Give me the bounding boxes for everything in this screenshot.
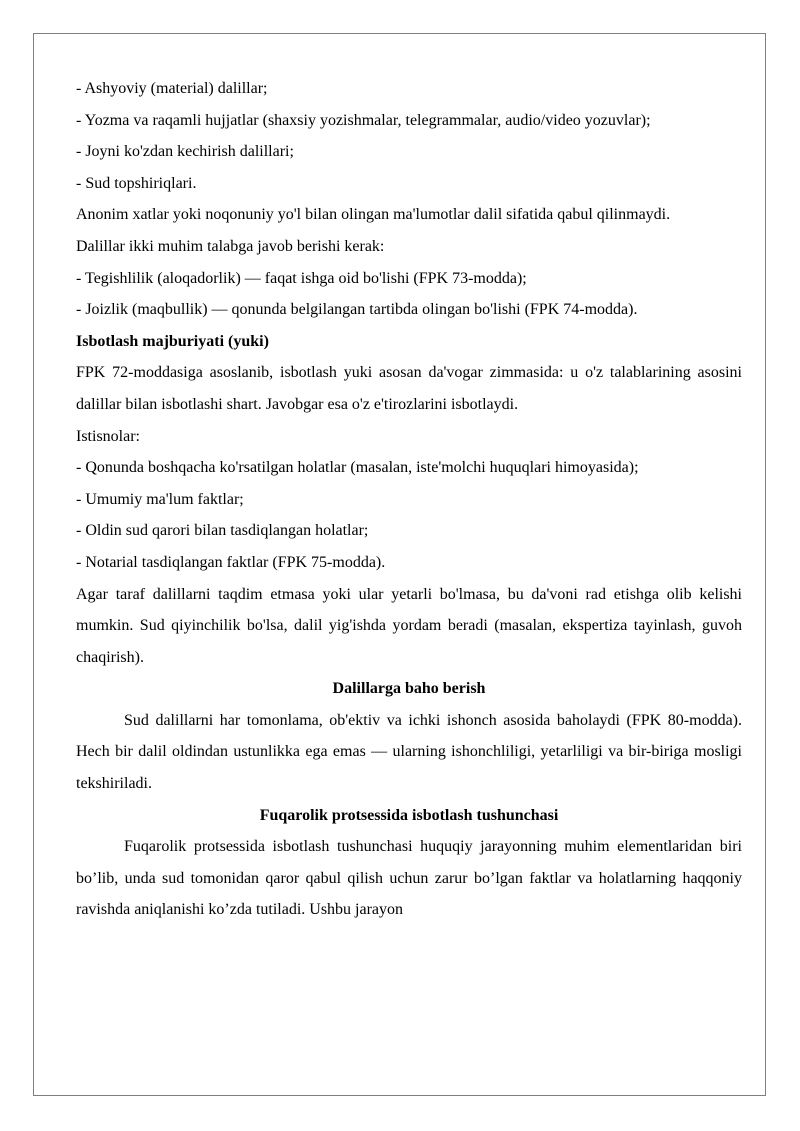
paragraph: Istisnolar: <box>76 427 140 445</box>
section-heading-centered: Dalillarga baho berish <box>332 680 486 698</box>
section-heading: Isbotlash majburiyati (yuki) <box>76 332 269 350</box>
paragraph: - Joyni ko'zdan kechirish dalillari; <box>76 143 294 161</box>
paragraph: Anonim xatlar yoki noqonuniy yo'l bilan olingan ma'lumotlar dalil sifatida qabul qilinmaydi. <box>76 206 671 224</box>
paragraph: - Ashyoviy (material) dalillar; <box>76 80 268 97</box>
paragraph: - Joizlik (maqbullik) — qonunda belgilangan tartibda olingan bo'lishi (FPK 74-modda). <box>76 301 638 319</box>
section-heading-centered: Fuqarolik protsessida isbotlash tushunchasi <box>259 806 559 824</box>
paragraph: - Qonunda boshqacha ko'rsatilgan holatlar (masalan, iste'molchi huquqlari himoyasida); <box>76 459 639 477</box>
paragraph: - Notarial tasdiqlangan faktlar (FPK 75-modda). <box>76 553 386 571</box>
paragraph: Dalillar ikki muhim talabga javob berishi kerak: <box>76 237 385 255</box>
paragraph: - Yozma va raqamli hujjatlar (shaxsiy yozishmalar, telegrammalar, audio/video yozuvlar); <box>76 111 651 129</box>
paragraph: - Tegishlilik (aloqadorlik) — faqat ishga oid bo'lishi (FPK 73-modda); <box>76 269 527 287</box>
document-body <box>76 73 742 926</box>
paragraph: Fuqarolik protsessida isbotlash tushunchasi huquqiy jarayonning muhim elementlaridan biri bo’lib, unda sud tomonidan qaror qabul qilish uchun zarur bo’lgan faktlar va holatlarning haqqoniy ravishda aniqlanishi ko’zda tutiladi. Ushbu jarayon <box>76 838 742 919</box>
paragraph: Agar taraf dalillarni taqdim etmasa yoki ular yetarli bo'lmasa, bu da'voni rad etishga olib kelishi mumkin. Sud qiyinchilik bo'lsa, dalil yig'ishda yordam beradi (masalan, ekspertiza tayinlash, guvoh chaqirish). <box>76 585 742 666</box>
paragraph: - Oldin sud qarori bilan tasdiqlangan holatlar; <box>76 522 369 540</box>
paragraph: - Sud topshiriqlari. <box>76 174 197 192</box>
paragraph: Sud dalillarni har tomonlama, ob'ektiv va ichki ishonch asosida baholaydi (FPK 80-modda). Hech bir dalil oldindan ustunlikka ega emas — ularning ishonchliligi, yetarliligi va bir-biriga mosligi tekshiriladi. <box>76 711 742 793</box>
paragraph: - Umumiy ma'lum faktlar; <box>76 490 244 508</box>
paragraph: FPK 72-moddasiga asoslanib, isbotlash yuki asosan da'vogar zimmasida: u o'z talablarining asosini dalillar bilan isbotlashi shart. Javobgar esa o'z e'tirozlarini isbotlaydi. <box>76 364 742 413</box>
